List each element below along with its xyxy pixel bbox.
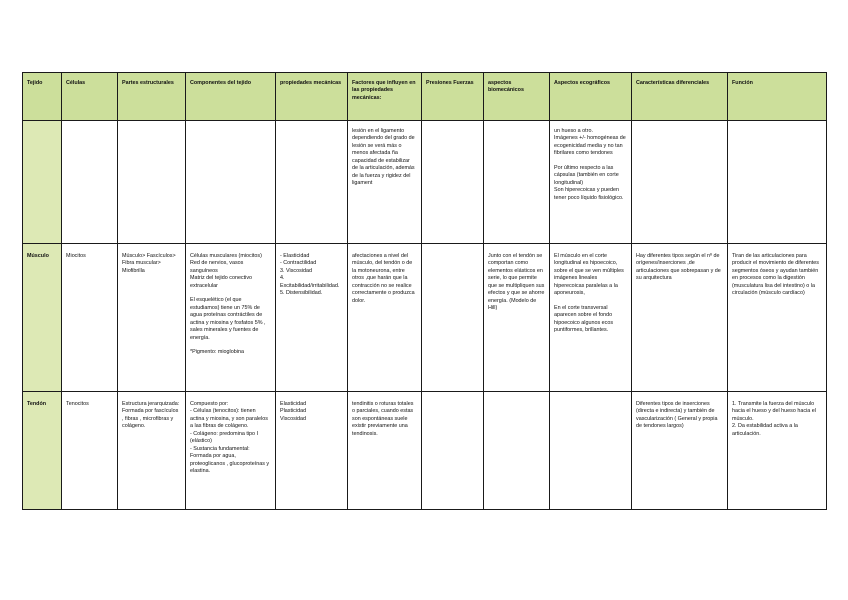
cell-text: Músculo xyxy=(27,253,49,259)
header-differential-features: Características diferenciales xyxy=(632,73,728,121)
header-biomechanical-aspects: aspectos biomecánicos xyxy=(484,73,550,121)
header-function: Función xyxy=(728,73,827,121)
cell-text: Tendón xyxy=(27,401,47,407)
cell-text: Tiran de las articulaciones para producir el movimiento de diferentes segmentos óseos y ayudan también en procesos como la digestión (musculatura lisa del intestino) o la circulación (músculo cardíaco) xyxy=(732,253,819,297)
cell-text xyxy=(190,342,271,349)
cell-text: - Colágeno: predomina tipo I (elástico) xyxy=(190,430,259,445)
header-tissue-components: Componentes del tejido xyxy=(186,73,276,121)
cell-cells xyxy=(62,121,118,244)
cell-text: 2. Da estabilidad activa a la articulación. xyxy=(732,423,798,437)
cell-tissue-components xyxy=(186,392,276,510)
cell-pressures-forces xyxy=(422,244,484,392)
cell-text: Imágenes +/- homogéneas de ecogenicidad media y no tan fibrilares como tendones xyxy=(554,135,626,157)
cell-text: En el corte transversal aparecen sobre el fondo hipoecoico algunos ecos puntiformes, brillantes. xyxy=(554,304,614,334)
cell-text: 1. Transmite la fuerza del músculo hacia el hueso y del hueso hacia el músculo. xyxy=(732,401,816,422)
cell-text: - Elasticidad xyxy=(280,253,310,259)
cell-function xyxy=(728,244,827,392)
cell-text: Miocitos xyxy=(66,253,86,259)
cell-text: Junto con el tendón se comportan como elementos elásticos en serie, lo que permite que se multipliquen sus efectos y que se ahorre energía. (Modelo de Hill) xyxy=(488,253,545,312)
cell-influencing-factors xyxy=(348,392,422,510)
cell-cells xyxy=(62,244,118,392)
header-structural-parts: Partes estructurales xyxy=(118,73,186,121)
cell-structural-parts xyxy=(118,392,186,510)
cell-text: Matriz del tejido conectivo extracelular xyxy=(190,275,253,289)
cell-function xyxy=(728,121,827,244)
header-ultrasound-aspects: Aspectos ecográficos xyxy=(550,73,632,121)
cell-differential-features xyxy=(632,121,728,244)
cell-text: El músculo en el corte longitudinal es hipoecoico, sobre el que se ven múltiples imágenes lineales hiperecoicas paralelas a la aponeurosis, xyxy=(554,253,624,297)
cell-text: - Contractilidad xyxy=(280,260,317,267)
cell-mechanical-properties xyxy=(276,392,348,510)
cell-text: - Células (tenocitos): tienen actina y miosina, y son paralelos a las fibras de colágeno. xyxy=(190,408,268,430)
cell-text: tendinitis o roturas totales o parciales, cuando estas son espontáneas suele existir previamente una tendinosis. xyxy=(352,401,414,437)
cell-text: Por último respecto a las cápsulas (también en corte longitudinal) xyxy=(554,164,619,186)
cell-mechanical-properties xyxy=(276,121,348,244)
header-cells: Células xyxy=(62,73,118,121)
cell-ultrasound-aspects xyxy=(550,244,632,392)
cell-text: Plasticidad xyxy=(280,408,307,415)
cell-influencing-factors xyxy=(348,244,422,392)
table-row xyxy=(23,244,827,392)
cell-text: Viscosidad xyxy=(280,415,306,422)
cell-text xyxy=(554,298,627,305)
cell-text: *Pigmento: mioglobina xyxy=(190,348,244,355)
cell-text: lesión en el ligamento dependiendo del grado de lesión se verá más o menos afectada ña capacidad de estabilizar de la articulación, además de la fuerza y rigidez del ligament xyxy=(352,128,415,187)
header-influencing-factors: Factores que influyen en las propiedades mecánicas: xyxy=(348,73,422,121)
cell-text: 3. Viscosidad xyxy=(280,267,312,274)
cell-text: Células musculares (miocitos) xyxy=(190,253,262,259)
cell-pressures-forces xyxy=(422,121,484,244)
cell-function xyxy=(728,392,827,510)
cell-text: El esquelético (el que estudiamos) tiene un 75% de agua proteínas contráctiles de actina y miosina y fosfatos 5% , sales minerales y fuentes de energía. xyxy=(190,297,266,341)
cell-ultrasound-aspects xyxy=(550,121,632,244)
cell-biomechanical-aspects xyxy=(484,244,550,392)
cell-ultrasound-aspects xyxy=(550,392,632,510)
cell-tissue xyxy=(23,244,62,392)
cell-differential-features xyxy=(632,244,728,392)
header-row xyxy=(23,73,827,121)
cell-text: Diferentes tipos de inserciones (directa e indirecta) y también de vascularización ( General y propia de tendones largos) xyxy=(636,401,718,430)
cell-text: 4. Excitabilidad/irritabilidad. xyxy=(280,275,340,289)
table-row xyxy=(23,392,827,510)
cell-tissue xyxy=(23,121,62,244)
cell-cells xyxy=(62,392,118,510)
cell-text: 5. Distensibilidad. xyxy=(280,290,323,297)
cell-differential-features xyxy=(632,392,728,510)
header-mechanical-properties: propiedades mecánicas xyxy=(276,73,348,121)
cell-text: Elasticidad xyxy=(280,401,307,407)
cell-text: Estructura jerarquizada: Formada por fascículos , fibras , microfibras y colágeno. xyxy=(122,401,180,430)
cell-text xyxy=(554,158,627,165)
cell-structural-parts xyxy=(118,244,186,392)
cell-text: - Sustancia fundamental: Formada por agua, proteoglicanos , glucoproteínas y elastina. xyxy=(190,445,270,475)
comparison-table xyxy=(22,72,827,510)
cell-tissue-components xyxy=(186,121,276,244)
cell-text: Músculo> Fascículos> Fibra muscular> Miofibrilla xyxy=(122,253,176,274)
cell-text: Son hiperecoicas y pueden tener poco líquido fisiológico. xyxy=(554,187,624,201)
cell-text: Hay diferentes tipos según el nº de orígenes/inserciones ,de articulaciones que sobrepasan y de su arquitectura xyxy=(636,253,721,282)
cell-text: Tenocitos xyxy=(66,401,89,407)
cell-biomechanical-aspects xyxy=(484,392,550,510)
cell-text: Red de nervios, vasos sanguíneos xyxy=(190,260,244,274)
cell-pressures-forces xyxy=(422,392,484,510)
cell-text: afectaciones a nivel del músculo, del tendón o de la motoneurona, entre otros ,que harán que la contracción no se realice correctamente o produzca dolor. xyxy=(352,253,415,304)
cell-text: Compuesto por: xyxy=(190,401,229,407)
header-pressures-forces: Presiones Fuerzas xyxy=(422,73,484,121)
cell-text: un hueso a otro. xyxy=(554,128,593,134)
cell-tissue xyxy=(23,392,62,510)
cell-text xyxy=(190,290,271,297)
cell-mechanical-properties xyxy=(276,244,348,392)
cell-influencing-factors xyxy=(348,121,422,244)
cell-biomechanical-aspects xyxy=(484,121,550,244)
table-row xyxy=(23,121,827,244)
cell-tissue-components xyxy=(186,244,276,392)
cell-structural-parts xyxy=(118,121,186,244)
header-tissue: Tejido xyxy=(23,73,62,121)
